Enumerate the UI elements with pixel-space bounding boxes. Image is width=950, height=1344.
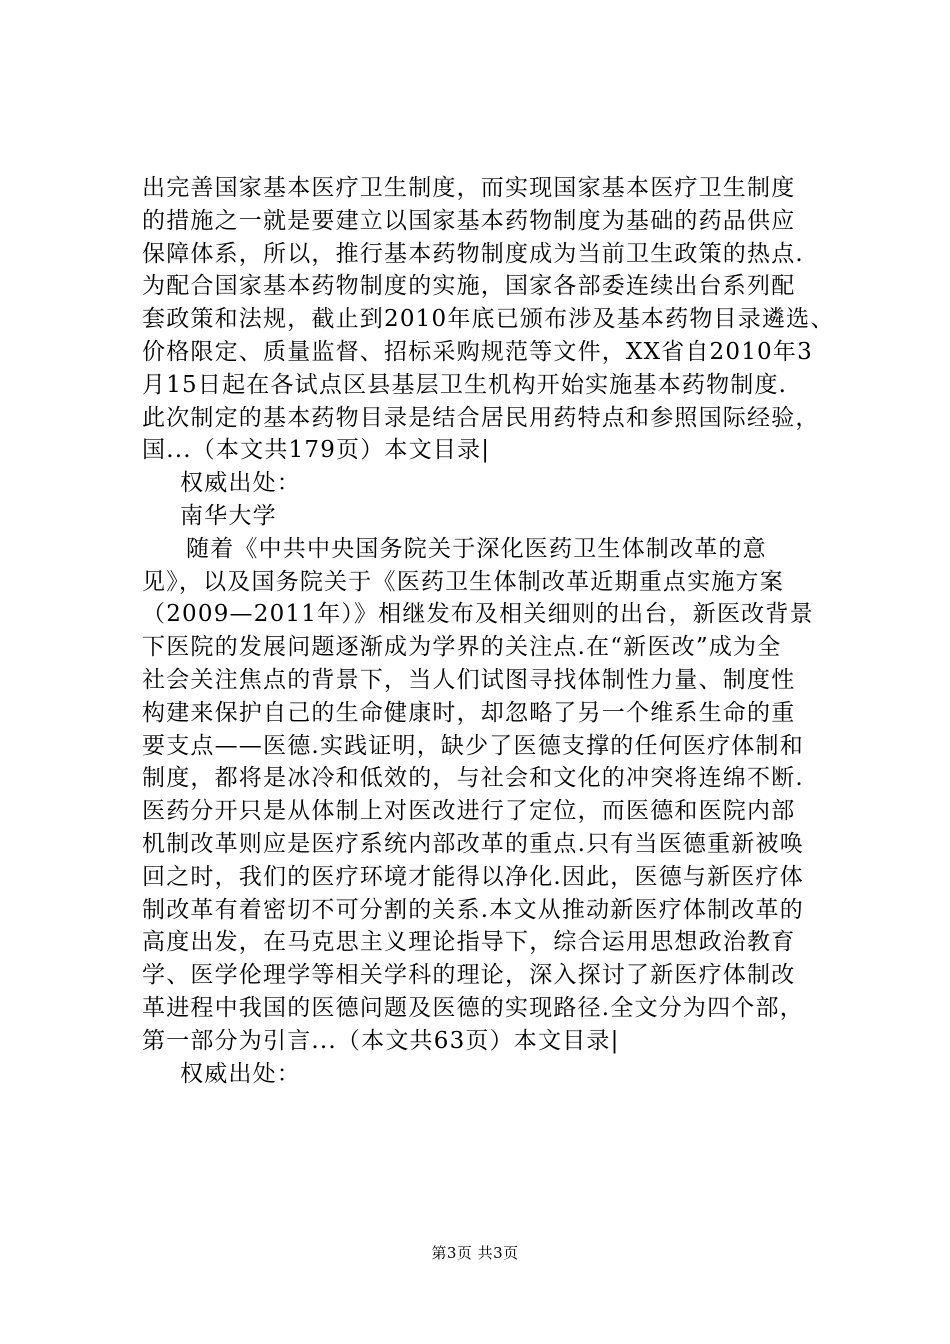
text-line: 制度，都将是冰冷和低效的，与社会和文化的冲突将连绵不断.	[142, 765, 804, 792]
text-line: 构建来保护自己的生命健康时，却忽略了另一个维系生命的重	[142, 699, 796, 726]
text-line: 套政策和法规，截止到2010年底已颁布涉及基本药物目录遴选、	[142, 306, 835, 333]
document-body	[142, 172, 857, 1090]
text-line: 见》，以及国务院关于《医药卫生体制改革近期重点实施方案	[142, 568, 784, 595]
text-line: 高度出发，在马克思主义理论指导下，综合运用思想政治教育	[142, 929, 796, 956]
text-line: 下医院的发展问题逐渐成为学界的关注点.在“新医改”成为全	[142, 634, 782, 661]
text-line: 学、医学伦理学等相关学科的理论，深入探讨了新医疗体制改	[142, 962, 796, 989]
text-line: 保障体系，所以，推行基本药物制度成为当前卫生政策的热点.	[142, 240, 804, 267]
text-line: （2009—2011年）》相继发布及相关细则的出台，新医改背景	[142, 601, 814, 628]
text-line: 回之时，我们的医疗环境才能得以净化.因此，医德与新医疗体	[142, 863, 804, 890]
text-line: 革进程中我国的医德问题及医德的实现路径.全文分为四个部，	[142, 994, 804, 1021]
text-line: 制改革有着密切不可分割的关系.本文从推动新医疗体制改革的	[142, 896, 804, 923]
source-label: 权威出处：	[180, 1060, 301, 1087]
source-label: 权威出处：	[180, 470, 301, 497]
text-line: 价格限定、质量监督、招标采购规范等文件，XX省自2010年3	[142, 338, 813, 365]
source-value: 南华大学	[180, 502, 277, 529]
text-line: 机制改革则应是医疗系统内部改革的重点.只有当医德重新被唤	[142, 830, 804, 857]
text-line: 为配合国家基本药物制度的实施，国家各部委连续出台系列配	[142, 273, 796, 300]
text-line: 要支点——医德.实践证明，缺少了医德支撑的任何医疗体制和	[142, 732, 804, 759]
text-line: 第一部分为引言...（本文共63页）本文目录|	[142, 1027, 620, 1054]
text-line: 国...（本文共179页）本文目录|	[142, 437, 491, 464]
text-line: 的措施之一就是要建立以国家基本药物制度为基础的药品供应	[142, 207, 796, 234]
text-line: 此次制定的基本药物目录是结合居民用药特点和参照国际经验，	[142, 404, 820, 431]
text-line: 出完善国家基本医疗卫生制度，而实现国家基本医疗卫生制度	[142, 175, 796, 201]
text-line: 医药分开只是从体制上对医改进行了定位，而医德和医院内部	[142, 798, 796, 825]
text-line: 社会关注焦点的背景下，当人们试图寻找体制性力量、制度性	[142, 666, 796, 693]
page-footer: 第3页 共3页	[431, 1244, 519, 1262]
text-line: 随着《中共中央国务院关于深化医药卫生体制改革的意	[186, 535, 767, 562]
text-line: 月15日起在各试点区县基层卫生机构开始实施基本药物制度.	[142, 371, 788, 398]
